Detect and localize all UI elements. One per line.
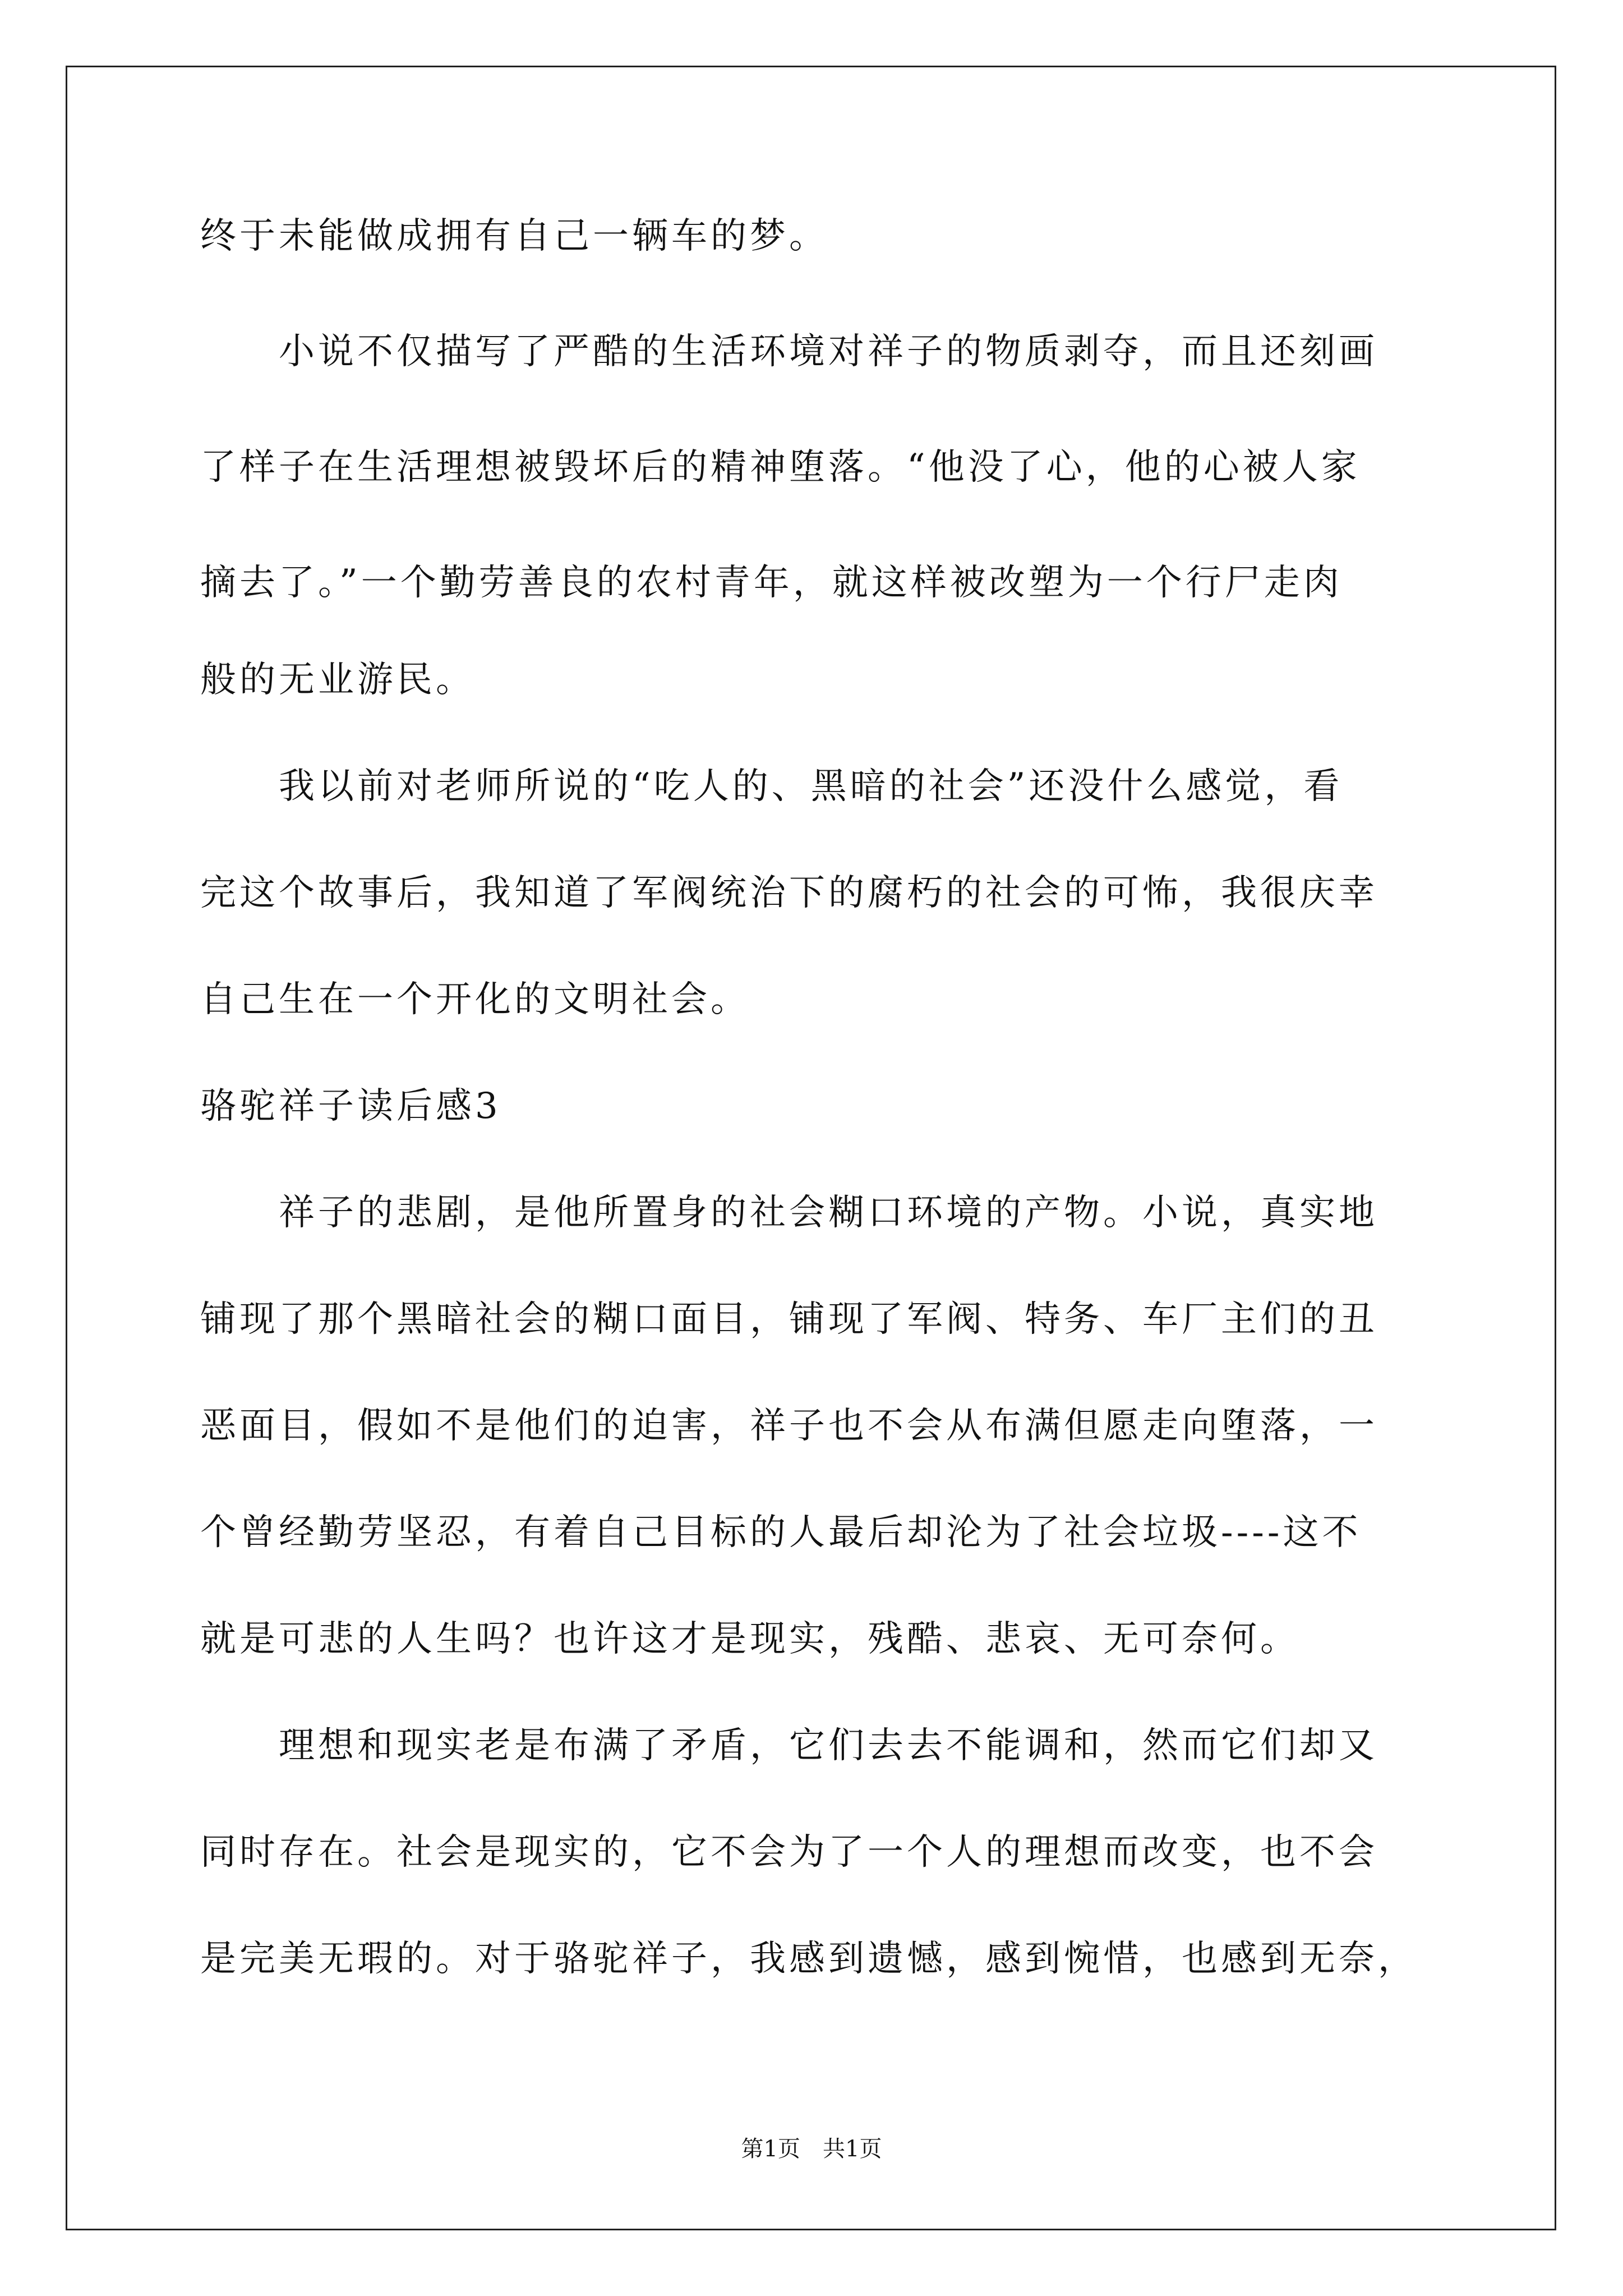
text-line-8: 自己生在一个开化的文明社会。 [200,979,750,1020]
text-line-1: 终于未能做成拥有自己一辆车的梦。 [200,215,828,257]
text-line-16: 同时存在。社会是现实的，它不会为了一个人的理想而改变，也不会 [200,1832,1378,1873]
text-line-7: 完这个故事后，我知道了军阀统治下的腐朽的社会的可怖，我很庆幸 [200,872,1378,914]
text-line-12: 恶面目，假如不是他们的迫害，祥子也不会从布满但愿走向堕落，一 [200,1405,1378,1447]
page-number-footer: 第1页 共1页 [741,2136,882,2162]
text-line-4: 摘去了。”一个勤劳善良的农村青年，就这样被改塑为一个行尸走肉 [200,562,1343,604]
text-line-3: 了样子在生活理想被毁坏后的精神堕落。“他没了心，他的心被人家 [200,447,1361,488]
text-line-6: 我以前对老师所说的“吃人的、黑暗的社会”还没什么感觉，看 [200,766,1343,807]
section-heading: 骆驼祥子读后感3 [200,1085,501,1127]
text-line-17: 是完美无瑕的。对于骆驼祥子，我感到遗憾，感到惋惜，也感到无奈， [200,1938,1417,1980]
text-line-5: 般的无业游民。 [200,659,475,701]
text-line-11: 铺现了那个黑暗社会的糊口面目，铺现了军阀、特务、车厂主们的丑 [200,1299,1378,1340]
page-border [66,66,1556,2230]
text-line-2: 小说不仅描写了严酷的生活环境对祥子的物质剥夺，而且还刻画 [200,331,1378,372]
text-line-15: 理想和现实老是布满了矛盾，它们去去不能调和，然而它们却又 [200,1725,1378,1766]
text-line-13: 个曾经勤劳坚忍，有着自己目标的人最后却沦为了社会垃圾----这不 [200,1512,1362,1553]
text-line-10: 祥子的悲剧，是他所置身的社会糊口环境的产物。小说，真实地 [200,1192,1378,1234]
text-line-14: 就是可悲的人生吗？也许这才是现实，残酷、悲哀、无可奈何。 [200,1618,1299,1660]
